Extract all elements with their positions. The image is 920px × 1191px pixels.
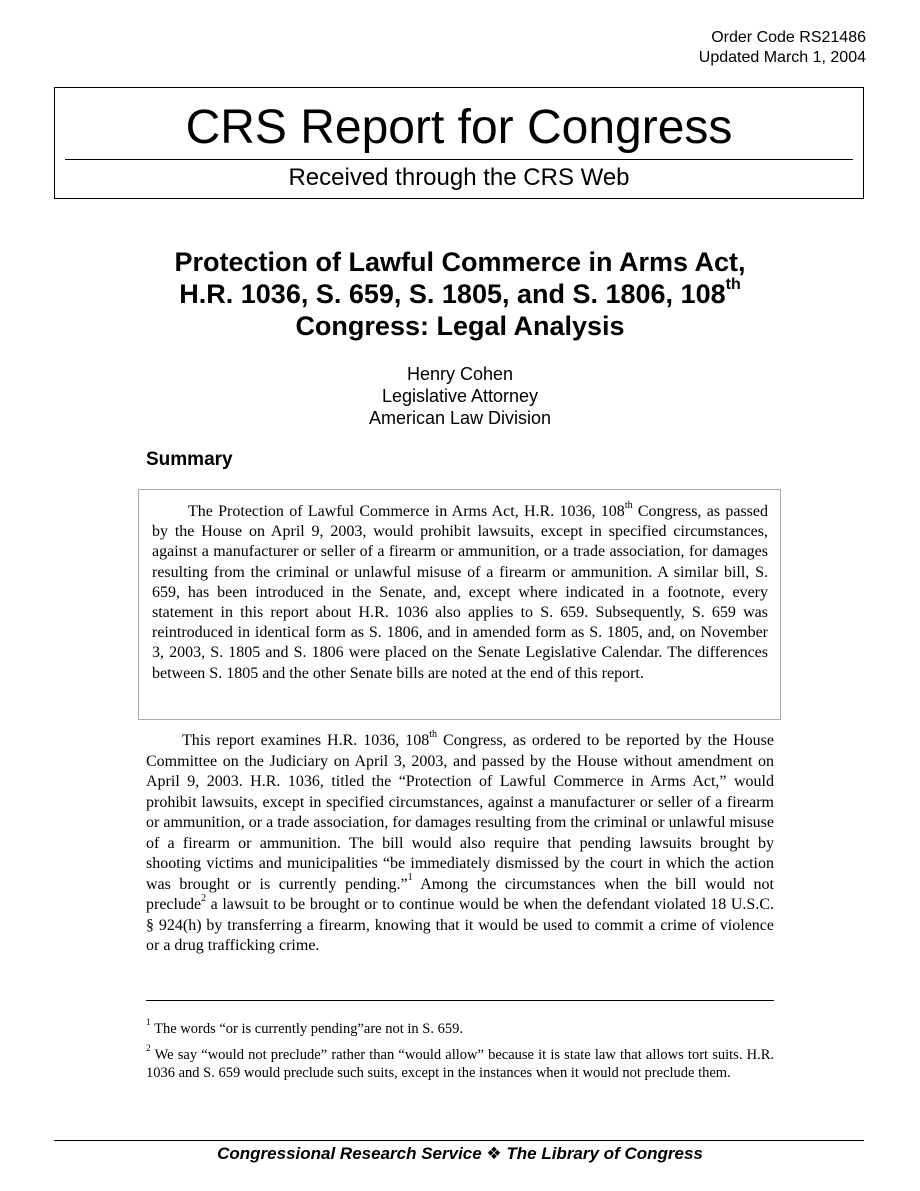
summary-text-2: Congress, as passed by the House on April 9, 2003, would prohibit lawsuits, except in specified circumstances, against a manufacturer or seller of a firearm or ammunition, or a trade association, for damages resulting from the criminal or unlawful misuse of a firearm or ammunition. A similar bill, S. 659, has been introduced in the Senate, and, except where indicated in a footnote, every statement in this report about H.R. 1036 also applies to S. 659. Subsequently, S. 659 was reintroduced in identical form as S. 1806, and in amended form as S. 1805, and, on November 3, 2003, S. 1805 and S. 1806 were placed on the Senate Legislative Calendar. The differences between S. 1805 and the other Senate bills are noted at the end of this report. bbox=[152, 503, 768, 682]
footnote-1-text: The words “or is currently pending”are not in S. 659. bbox=[150, 1021, 463, 1037]
footnote-2-number: 2 bbox=[146, 1044, 151, 1055]
body-text-2: Congress, as ordered to be reported by the House Committee on the Judiciary on April 3, 2003, and passed by the House without amendment on April 9, 2003. H.R. 1036, titled the “Protection of Lawful Commerce in Arms Act,” would prohibit lawsuits, except in specified circumstances, against a manufacturer or seller of a firearm or ammunition, or a trade association, for damages resulting from the criminal or unlawful misuse of a firearm or ammunition. The bill would also require that pending lawsuits brought by shooting victims and municipalities “be immediately dismissed by the court in which the action was brought or is currently pending.” bbox=[146, 732, 774, 893]
summary-box bbox=[138, 489, 781, 720]
summary-paragraph bbox=[152, 499, 768, 684]
order-code: Order Code RS21486 bbox=[711, 29, 866, 46]
summary-text-1: The Protection of Lawful Commerce in Arms Act, H.R. 1036, 108 bbox=[188, 503, 625, 520]
banner-subtitle: Received through the CRS Web bbox=[288, 164, 630, 191]
body-superscript: th bbox=[429, 728, 438, 740]
title-line-2 bbox=[120, 278, 800, 310]
banner-title: CRS Report for Congress bbox=[185, 101, 733, 154]
document-title bbox=[120, 246, 800, 342]
footnote-1-number: 1 bbox=[146, 1018, 151, 1029]
body-text-4: a lawsuit to be brought or to continue would be when the defendant violated 18 U.S.C. § 924(h) by transferring a firearm, knowing that it would be used to commit a crime of violence or a drug trafficking crime. bbox=[146, 896, 774, 954]
updated-date: Updated March 1, 2004 bbox=[698, 49, 866, 66]
summary-superscript: th bbox=[624, 499, 633, 511]
author-division: American Law Division bbox=[368, 408, 552, 428]
footnote-ref-2[interactable]: 2 bbox=[201, 892, 207, 904]
body-paragraph bbox=[146, 728, 774, 957]
body-text bbox=[146, 728, 774, 957]
title-superscript: th bbox=[725, 276, 741, 293]
footnote-ref-1[interactable]: 1 bbox=[407, 872, 413, 884]
footnote-1 bbox=[146, 1020, 774, 1038]
footnote-divider bbox=[146, 1000, 774, 1001]
body-text-3: Among the circumstances when the bill would not preclude bbox=[146, 875, 774, 913]
author-block bbox=[0, 363, 920, 429]
crs-banner bbox=[54, 87, 864, 199]
title-line-3: Congress: Legal Analysis bbox=[295, 311, 625, 341]
page-footer: Congressional Research Service ❖ The Library of Congress bbox=[217, 1144, 703, 1163]
title-line-2-text: H.R. 1036, S. 659, S. 1805, and S. 1806, 108 bbox=[179, 279, 726, 309]
footer-divider bbox=[54, 1140, 864, 1141]
author-name: Henry Cohen bbox=[406, 364, 514, 384]
footnote-2 bbox=[146, 1046, 774, 1082]
banner-divider bbox=[65, 159, 853, 160]
author-position: Legislative Attorney bbox=[381, 386, 539, 406]
footnote-2-text: We say “would not preclude” rather than “would allow” because it is state law that allows tort suits. H.R. 1036 and S. 659 would preclude such suits, except in the instances when it would not preclude them. bbox=[146, 1047, 774, 1081]
title-line-1: Protection of Lawful Commerce in Arms Act, bbox=[174, 247, 746, 277]
body-text-1: This report examines H.R. 1036, 108 bbox=[182, 732, 430, 749]
footnotes bbox=[146, 1020, 774, 1090]
summary-heading: Summary bbox=[146, 449, 233, 470]
order-code-block bbox=[699, 28, 866, 68]
